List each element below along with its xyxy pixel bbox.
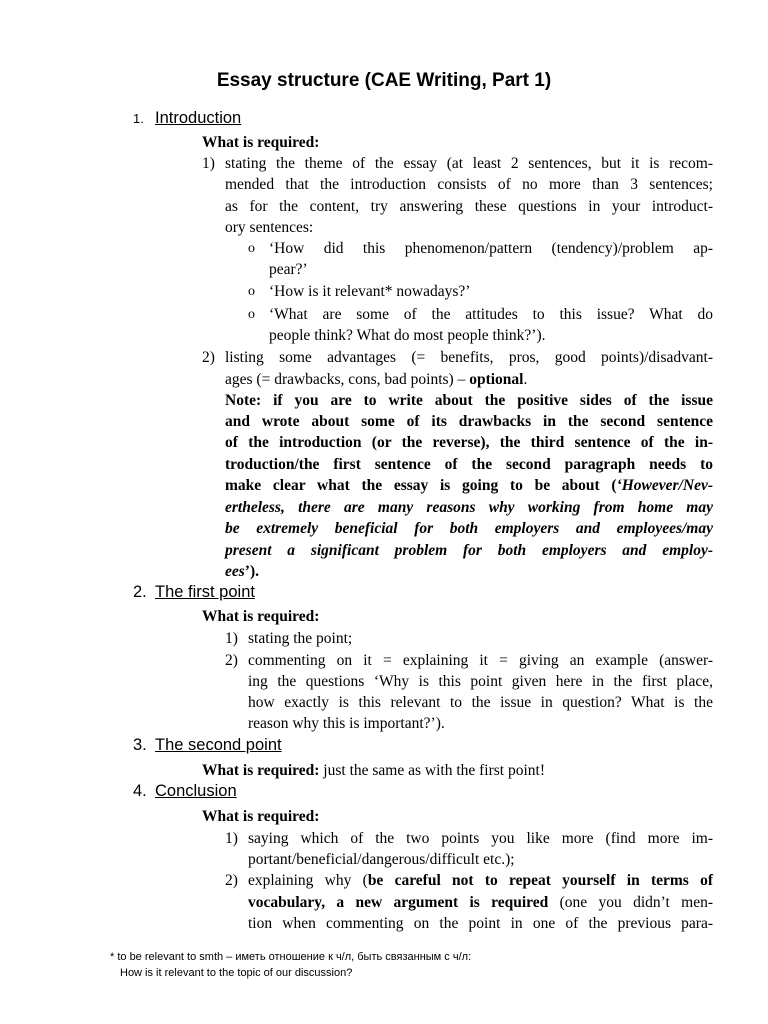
section-heading-introduction	[133, 109, 241, 128]
text-line: ory sentences:	[225, 219, 314, 236]
note-line	[225, 561, 259, 582]
note-line: troduction/the first sentence of the second paragraph needs to	[225, 456, 713, 473]
note-line: of the introduction (or the reverse), the third sentence of the in-	[225, 434, 713, 451]
item-marker: 1)	[225, 630, 238, 647]
bullet-marker: o	[248, 241, 255, 256]
bullet-marker: o	[248, 307, 255, 322]
text-line: saying which of the two points you like more (find more im-	[248, 830, 713, 847]
note-line: ertheless, there are many reasons why working from home may	[225, 499, 713, 516]
note-line	[225, 475, 713, 496]
text-run: ees	[225, 563, 245, 580]
required-label: What is required:	[202, 134, 320, 151]
item-marker: 1)	[225, 830, 238, 847]
text-line: stating the theme of the essay (at least 2 sentences, but it is recom-	[225, 155, 713, 172]
section-number: 2.	[133, 583, 147, 601]
optional-label: optional	[469, 371, 524, 388]
text-run: be careful not to repeat yourself in terms of	[367, 872, 713, 889]
text-run: vocabulary, a new argument is required	[248, 894, 549, 911]
text-run: ‘However/Nev-	[616, 477, 713, 494]
text-line: stating the point;	[248, 630, 353, 647]
text-line: mended that the introduction consists of no more than 3 sentences;	[225, 176, 713, 193]
text-line: ‘How did this phenomenon/pattern (tendency)/problem ap-	[269, 240, 713, 257]
section-title: The second point	[155, 736, 282, 754]
text-line: portant/beneficial/dangerous/difficult etc.);	[248, 851, 515, 868]
text-line	[202, 760, 545, 781]
note-line: present a significant problem for both employers and employ-	[225, 542, 713, 559]
item-marker: 2)	[202, 349, 215, 366]
text-line: reason why this is important?’).	[248, 715, 445, 732]
page-title: Essay structure (CAE Writing, Part 1)	[216, 70, 552, 91]
text-line: ‘How is it relevant* nowadays?’	[269, 283, 471, 300]
text-run: (one you didn’t men-	[548, 894, 714, 911]
required-label: What is required:	[202, 608, 320, 625]
note-line: and wrote about some of its drawbacks in the second sentence	[225, 413, 713, 430]
text-line: tion when commenting on the point in one of the previous para-	[248, 915, 713, 932]
text-run: just the same as with the first point!	[319, 762, 545, 779]
text-line	[248, 870, 713, 891]
text-run: .	[523, 371, 528, 388]
note-line: be extremely beneficial for both employers and employees/may	[225, 520, 713, 537]
text-run: make clear what the essay is going to be about (	[225, 477, 617, 494]
text-line: people think? What do most people think?’).	[269, 327, 546, 344]
note-line: Note: if you are to write about the positive sides of the issue	[225, 392, 713, 409]
required-label: What is required:	[202, 808, 320, 825]
text-line: commenting on it = explaining it = giving an example (answer-	[248, 652, 713, 669]
text-line	[248, 892, 713, 913]
footnote-line: How is it relevant to the topic of our discussion?	[120, 967, 353, 979]
text-run: ’).	[244, 563, 259, 580]
section-heading-second-point	[133, 736, 282, 755]
text-run: explaining why (	[248, 872, 368, 889]
footnote-line: * to be relevant to smth – иметь отношение к ч/л, быть связанным с ч/л:	[110, 951, 472, 963]
item-marker: 2)	[225, 872, 238, 889]
text-line	[225, 369, 527, 390]
bullet-marker: o	[248, 284, 255, 299]
text-line: ing the questions ‘Why is this point given here in the first place,	[248, 673, 713, 690]
section-title: Conclusion	[155, 782, 237, 800]
section-heading-first-point	[133, 583, 255, 602]
section-title: The first point	[155, 583, 255, 601]
section-heading-conclusion	[133, 782, 237, 801]
text-line: listing some advantages (= benefits, pros, good points)/disadvant-	[225, 349, 713, 366]
section-number: 4.	[133, 782, 147, 800]
section-title: Introduction	[155, 109, 242, 127]
text-line: how exactly is this relevant to the issue in question? What is the	[248, 694, 713, 711]
text-line: ‘What are some of the attitudes to this issue? What do	[269, 306, 713, 323]
item-marker: 2)	[225, 652, 238, 669]
section-number: 1.	[133, 111, 144, 126]
text-line: as for the content, try answering these questions in your introduct-	[225, 198, 713, 215]
required-label: What is required:	[202, 762, 320, 779]
text-line: pear?’	[269, 261, 308, 278]
text-run: ages (= drawbacks, cons, bad points) –	[225, 371, 470, 388]
section-number: 3.	[133, 736, 147, 754]
item-marker: 1)	[202, 155, 215, 172]
